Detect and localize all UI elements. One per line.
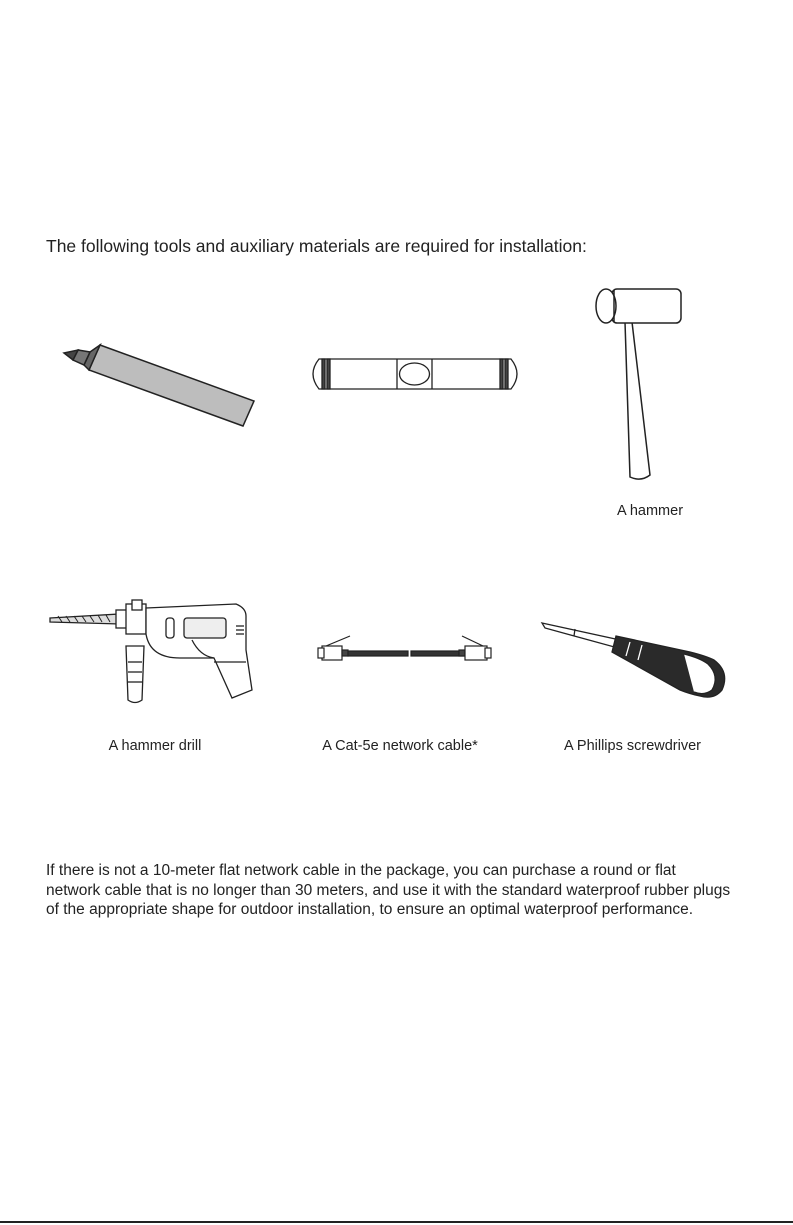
footnote-line-1: If there is not a 10-meter flat network cable in the package, you can purchase a round or flat <box>46 862 676 879</box>
footnote-line-3: of the appropriate shape for outdoor installation, to ensure an optimal waterproof performance. <box>46 901 694 918</box>
screwdriver-caption: A Phillips screwdriver <box>564 738 701 754</box>
hammer-caption: A hammer <box>616 503 684 519</box>
cable-caption: A Cat-5e network cable* <box>322 738 478 754</box>
bottom-rule <box>0 1221 793 1223</box>
footnote-line-2: network cable that is no longer than 30 meters, and use it with the standard waterproof rubber plugs <box>46 881 731 899</box>
intro-text: The following tools and auxiliary materials are required for installation: <box>46 236 587 256</box>
footnote <box>46 861 776 920</box>
drill-caption: A hammer drill <box>108 738 202 754</box>
